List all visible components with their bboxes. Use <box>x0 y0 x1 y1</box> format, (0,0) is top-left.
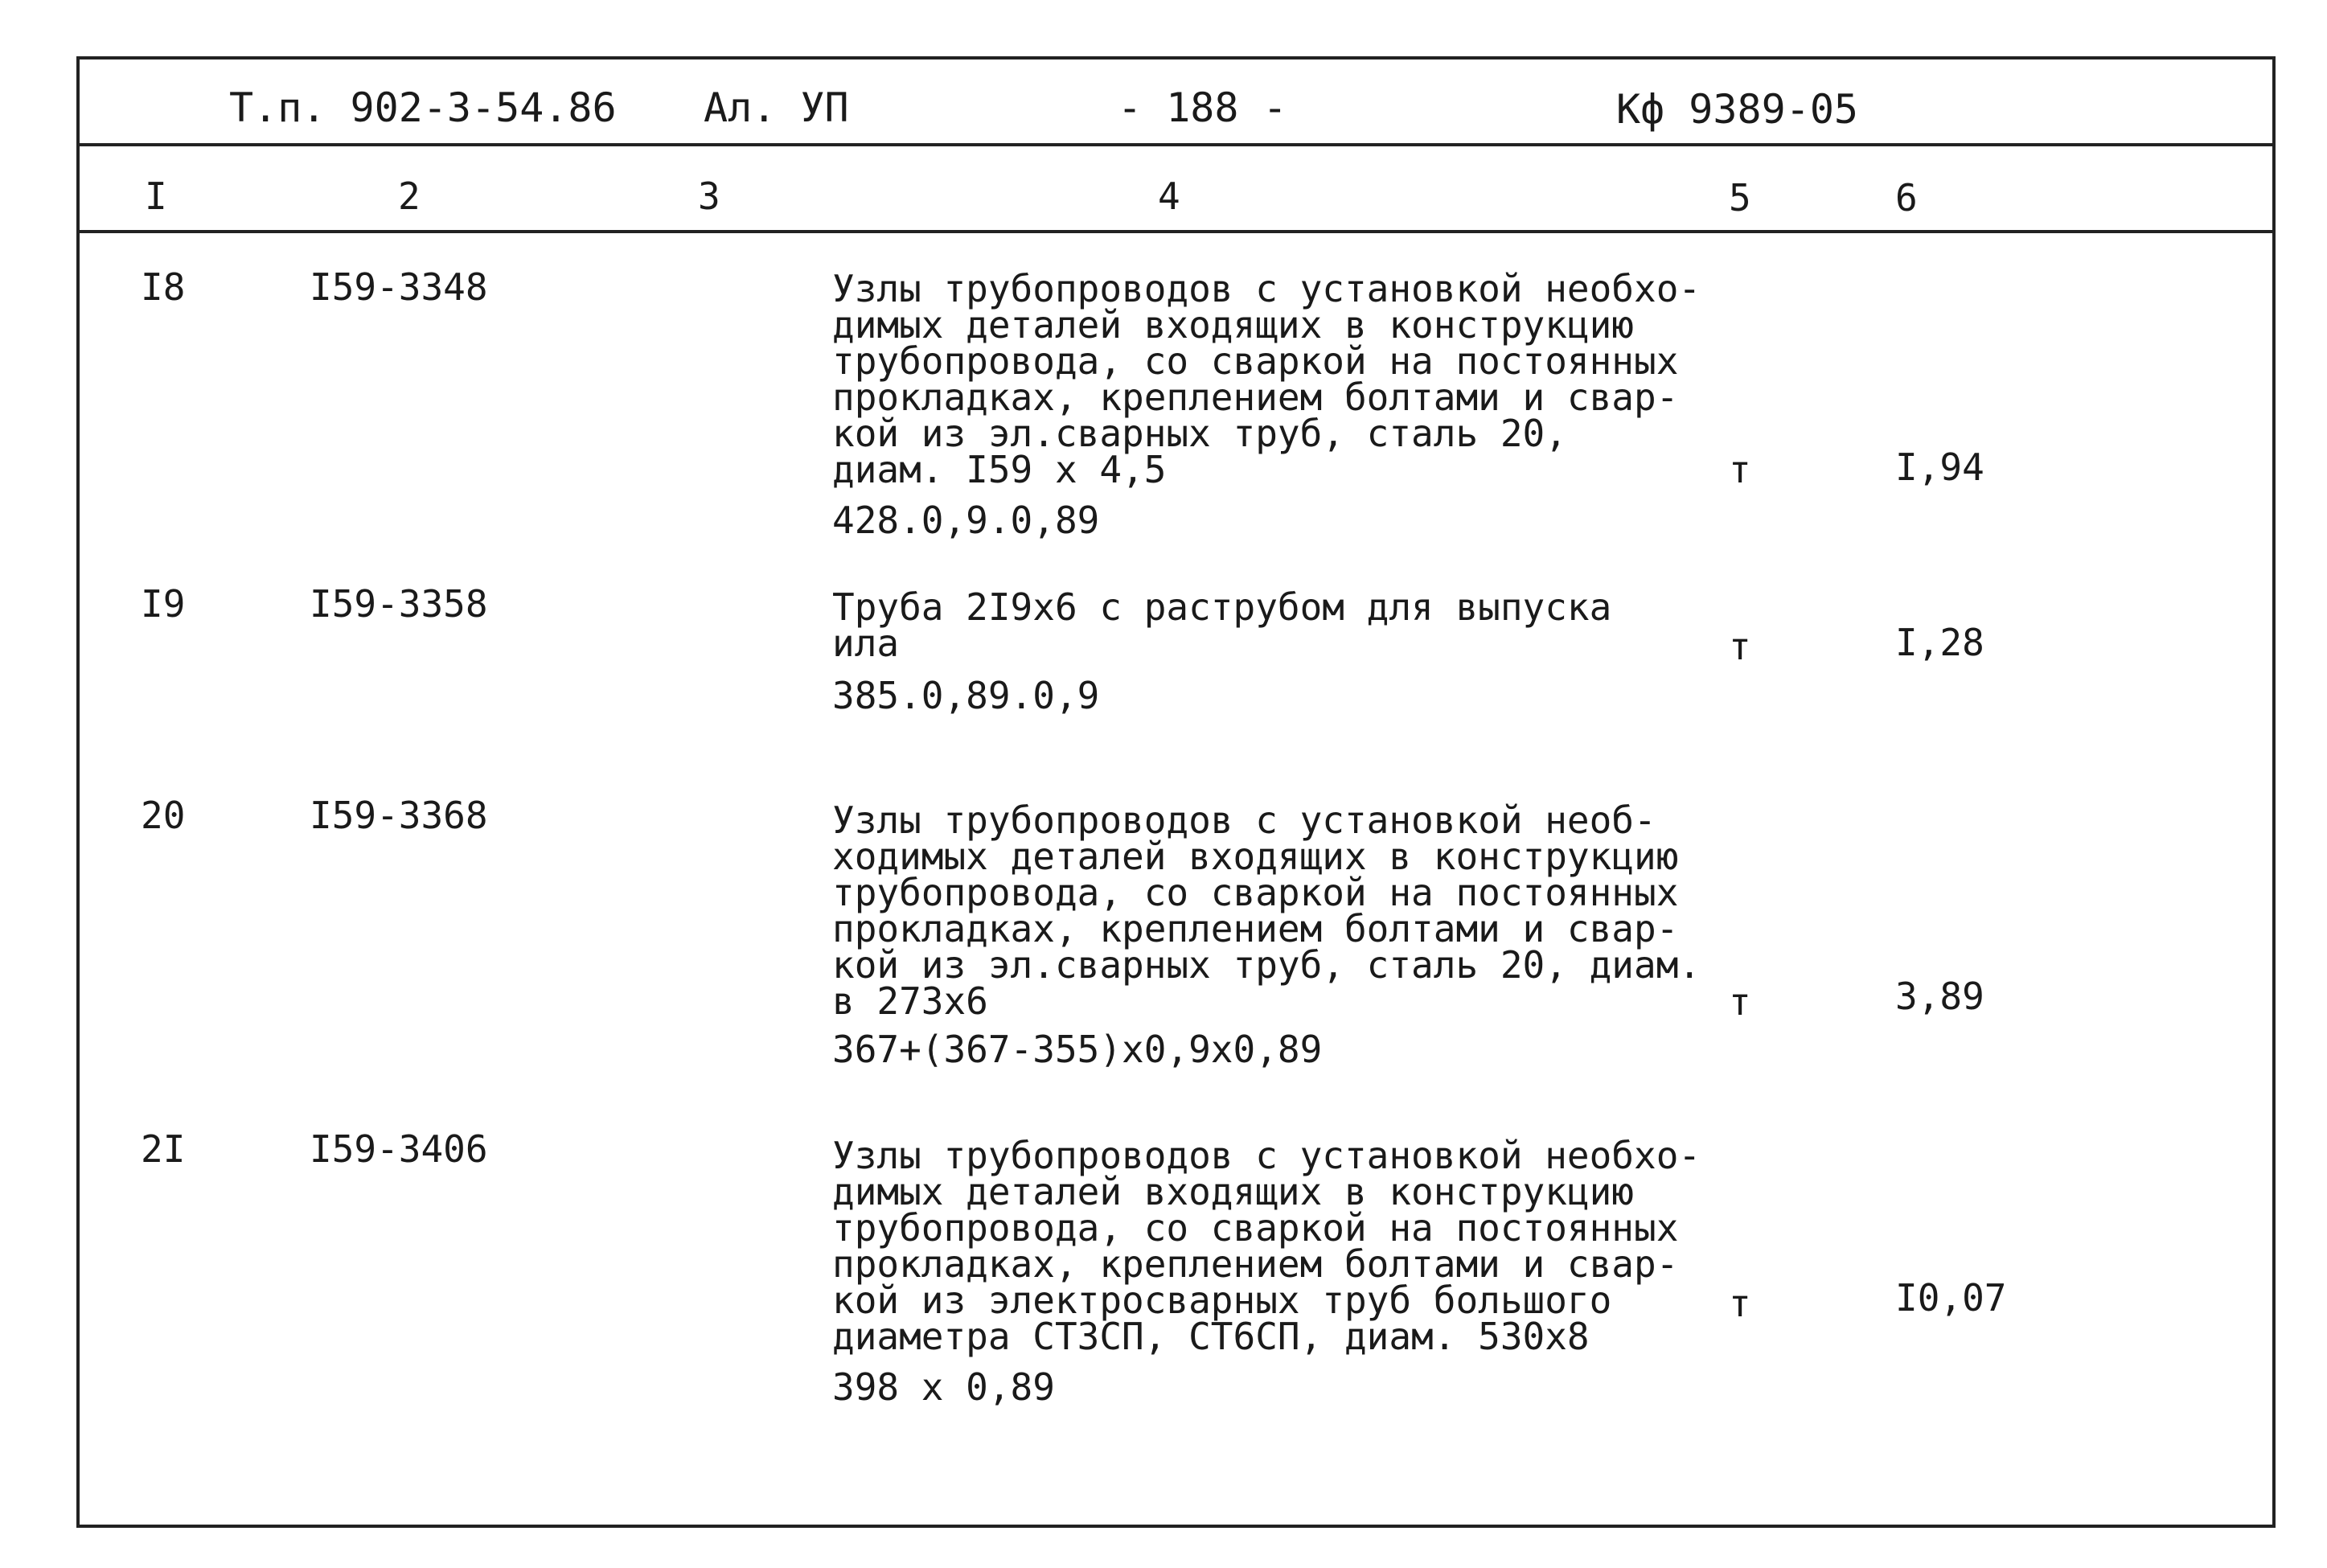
description-line: димых деталей входящих в конструкцию <box>832 303 1634 347</box>
description-line: кой из электросварных труб большого <box>832 1279 1612 1322</box>
row-description <box>832 798 1765 1024</box>
row-code: I59-3368 <box>310 794 488 837</box>
row-description <box>832 1134 1765 1358</box>
row-quantity: I,28 <box>1895 621 1984 664</box>
column-header-6: 6 <box>1895 176 1918 220</box>
description-line: ходимых деталей входящих в конструкцию <box>832 835 1679 878</box>
header-divider <box>80 143 2272 146</box>
description-line: Узлы трубопроводов с установкой необхо- <box>832 1134 1701 1177</box>
column-header-2: 2 <box>398 174 421 218</box>
row-description <box>832 267 1765 491</box>
row-quantity: 3,89 <box>1895 975 1984 1018</box>
archive-number: Кф 9389-05 <box>1616 86 1859 133</box>
description-line: трубопровода, со сваркой на постоянных <box>832 871 1679 914</box>
row-calculation: 367+(367-355)x0,9x0,89 <box>832 1028 1323 1071</box>
row-number: 20 <box>141 794 186 837</box>
album-label: Ал. УП <box>704 84 849 131</box>
row-number: 2I <box>141 1127 186 1171</box>
row-code: I59-3358 <box>310 582 488 626</box>
row-unit: т <box>1729 980 1751 1024</box>
row-number: I9 <box>141 582 186 626</box>
description-line: Узлы трубопроводов с установкой необ- <box>832 798 1656 842</box>
row-code: I59-3348 <box>310 265 488 309</box>
description-line: кой из эл.сварных труб, сталь 20, <box>832 412 1567 455</box>
description-line: трубопровода, со сваркой на постоянных <box>832 1206 1679 1250</box>
description-line: в 273x6 <box>832 979 988 1023</box>
column-header-5: 5 <box>1729 176 1751 220</box>
row-number: I8 <box>141 265 186 309</box>
row-unit: т <box>1729 448 1751 491</box>
description-line: Труба 2I9x6 с раструбом для выпуска <box>832 585 1612 629</box>
row-calculation: 398 x 0,89 <box>832 1365 1055 1409</box>
description-line: кой из эл.сварных труб, сталь 20, диам. <box>832 943 1701 987</box>
row-description <box>832 585 1765 665</box>
row-unit: т <box>1729 625 1751 668</box>
column-header-4: 4 <box>1158 174 1180 218</box>
description-line: прокладках, креплением болтами и свар- <box>832 907 1679 950</box>
column-header-divider <box>80 230 2272 233</box>
row-calculation: 428.0,9.0,89 <box>832 499 1100 542</box>
row-calculation: 385.0,89.0,9 <box>832 674 1100 717</box>
doc-code: Т.п. 902-3-54.86 <box>229 84 617 131</box>
description-line: прокладках, креплением болтами и свар- <box>832 1242 1679 1286</box>
description-line: трубопровода, со сваркой на постоянных <box>832 339 1679 383</box>
row-code: I59-3406 <box>310 1127 488 1171</box>
row-unit: т <box>1729 1282 1751 1325</box>
description-line: ила <box>832 622 900 665</box>
description-line: диам. I59 x 4,5 <box>832 448 1167 491</box>
column-header-1: I <box>145 174 167 218</box>
column-header-3: 3 <box>698 174 720 218</box>
row-quantity: I0,07 <box>1895 1276 2007 1320</box>
description-line: прокладках, креплением болтами и свар- <box>832 376 1679 419</box>
description-line: димых деталей входящих в конструкцию <box>832 1170 1634 1213</box>
description-line: диаметра СТ3СП, СТ6СП, диам. 530x8 <box>832 1315 1590 1358</box>
description-line: Узлы трубопроводов с установкой необхо- <box>832 267 1701 310</box>
row-quantity: I,94 <box>1895 445 1984 489</box>
page-number: - 188 - <box>1118 84 1287 131</box>
